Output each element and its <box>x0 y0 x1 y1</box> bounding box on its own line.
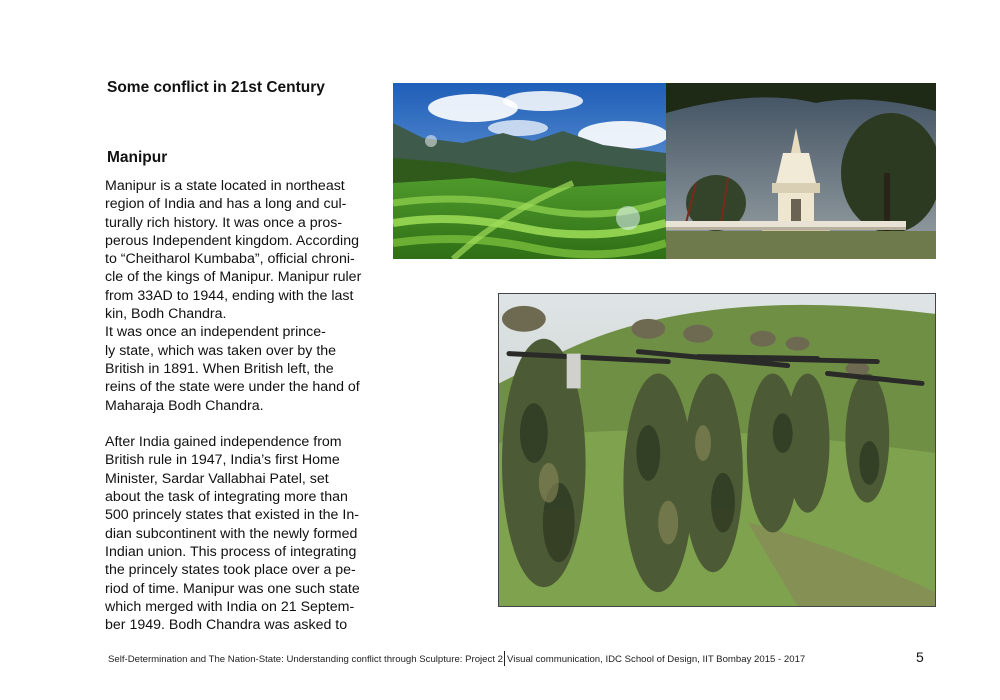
paragraph-gap <box>105 415 370 433</box>
text-line: ly state, which was taken over by the <box>105 342 337 359</box>
text-line: ber 1949. Bodh Chandra was asked to <box>105 617 348 634</box>
footer-project-title: Self-Determination and The Nation-State: Understanding conflict through Sculpture: Project 2 <box>108 654 503 665</box>
text-line: region of India and has a long and cul- <box>105 196 347 213</box>
text-line: It was once an independent prince- <box>105 324 326 341</box>
text-line: Maharaja Bodh Chandra. <box>105 397 264 414</box>
text-line: reins of the state were under the hand of <box>105 379 360 396</box>
text-line: riod of time. Manipur was one such state <box>105 580 360 597</box>
text-line: about the task of integrating more than <box>105 489 348 506</box>
monument-photo <box>666 83 936 259</box>
text-line: British rule in 1947, India’s first Home <box>105 452 340 469</box>
soldiers-photo <box>498 293 936 607</box>
page-number: 5 <box>916 649 924 665</box>
footer-institution: Visual communication, IDC School of Design, IIT Bombay 2015 - 2017 <box>506 654 806 665</box>
soldiers-illustration <box>499 294 935 606</box>
subsection-heading: Manipur <box>107 149 168 166</box>
landscape-photo <box>393 83 666 259</box>
section-heading: Some conflict in 21st Century <box>107 79 325 96</box>
text-line: British in 1891. When British left, the <box>105 360 334 377</box>
page-footer <box>108 651 805 666</box>
text-line: turally rich history. It was once a pros- <box>105 214 343 231</box>
text-line: which merged with India on 21 Septem- <box>105 598 355 615</box>
footer-divider <box>504 651 505 666</box>
text-line: the princely states took place over a pe- <box>105 562 356 579</box>
text-line: perous Independent kingdom. According <box>105 232 359 249</box>
text-line: Manipur is a state located in northeast <box>105 178 345 194</box>
text-line: from 33AD to 1944, ending with the last <box>105 287 354 304</box>
body-text <box>105 177 370 634</box>
text-line: dian subcontinent with the newly formed <box>105 525 358 542</box>
text-line: to “Cheitharol Kumbaba”, official chroni- <box>105 251 355 268</box>
text-line: Indian union. This process of integrating <box>105 543 357 560</box>
monument-illustration <box>666 83 936 259</box>
text-line: After India gained independence from <box>105 434 342 451</box>
text-line: kin, Bodh Chandra. <box>105 306 227 323</box>
text-line: Minister, Sardar Vallabhai Patel, set <box>105 470 329 487</box>
text-line: cle of the kings of Manipur. Manipur ruler <box>105 269 362 286</box>
landscape-illustration <box>393 83 666 259</box>
text-line: 500 princely states that existed in the In- <box>105 507 359 524</box>
